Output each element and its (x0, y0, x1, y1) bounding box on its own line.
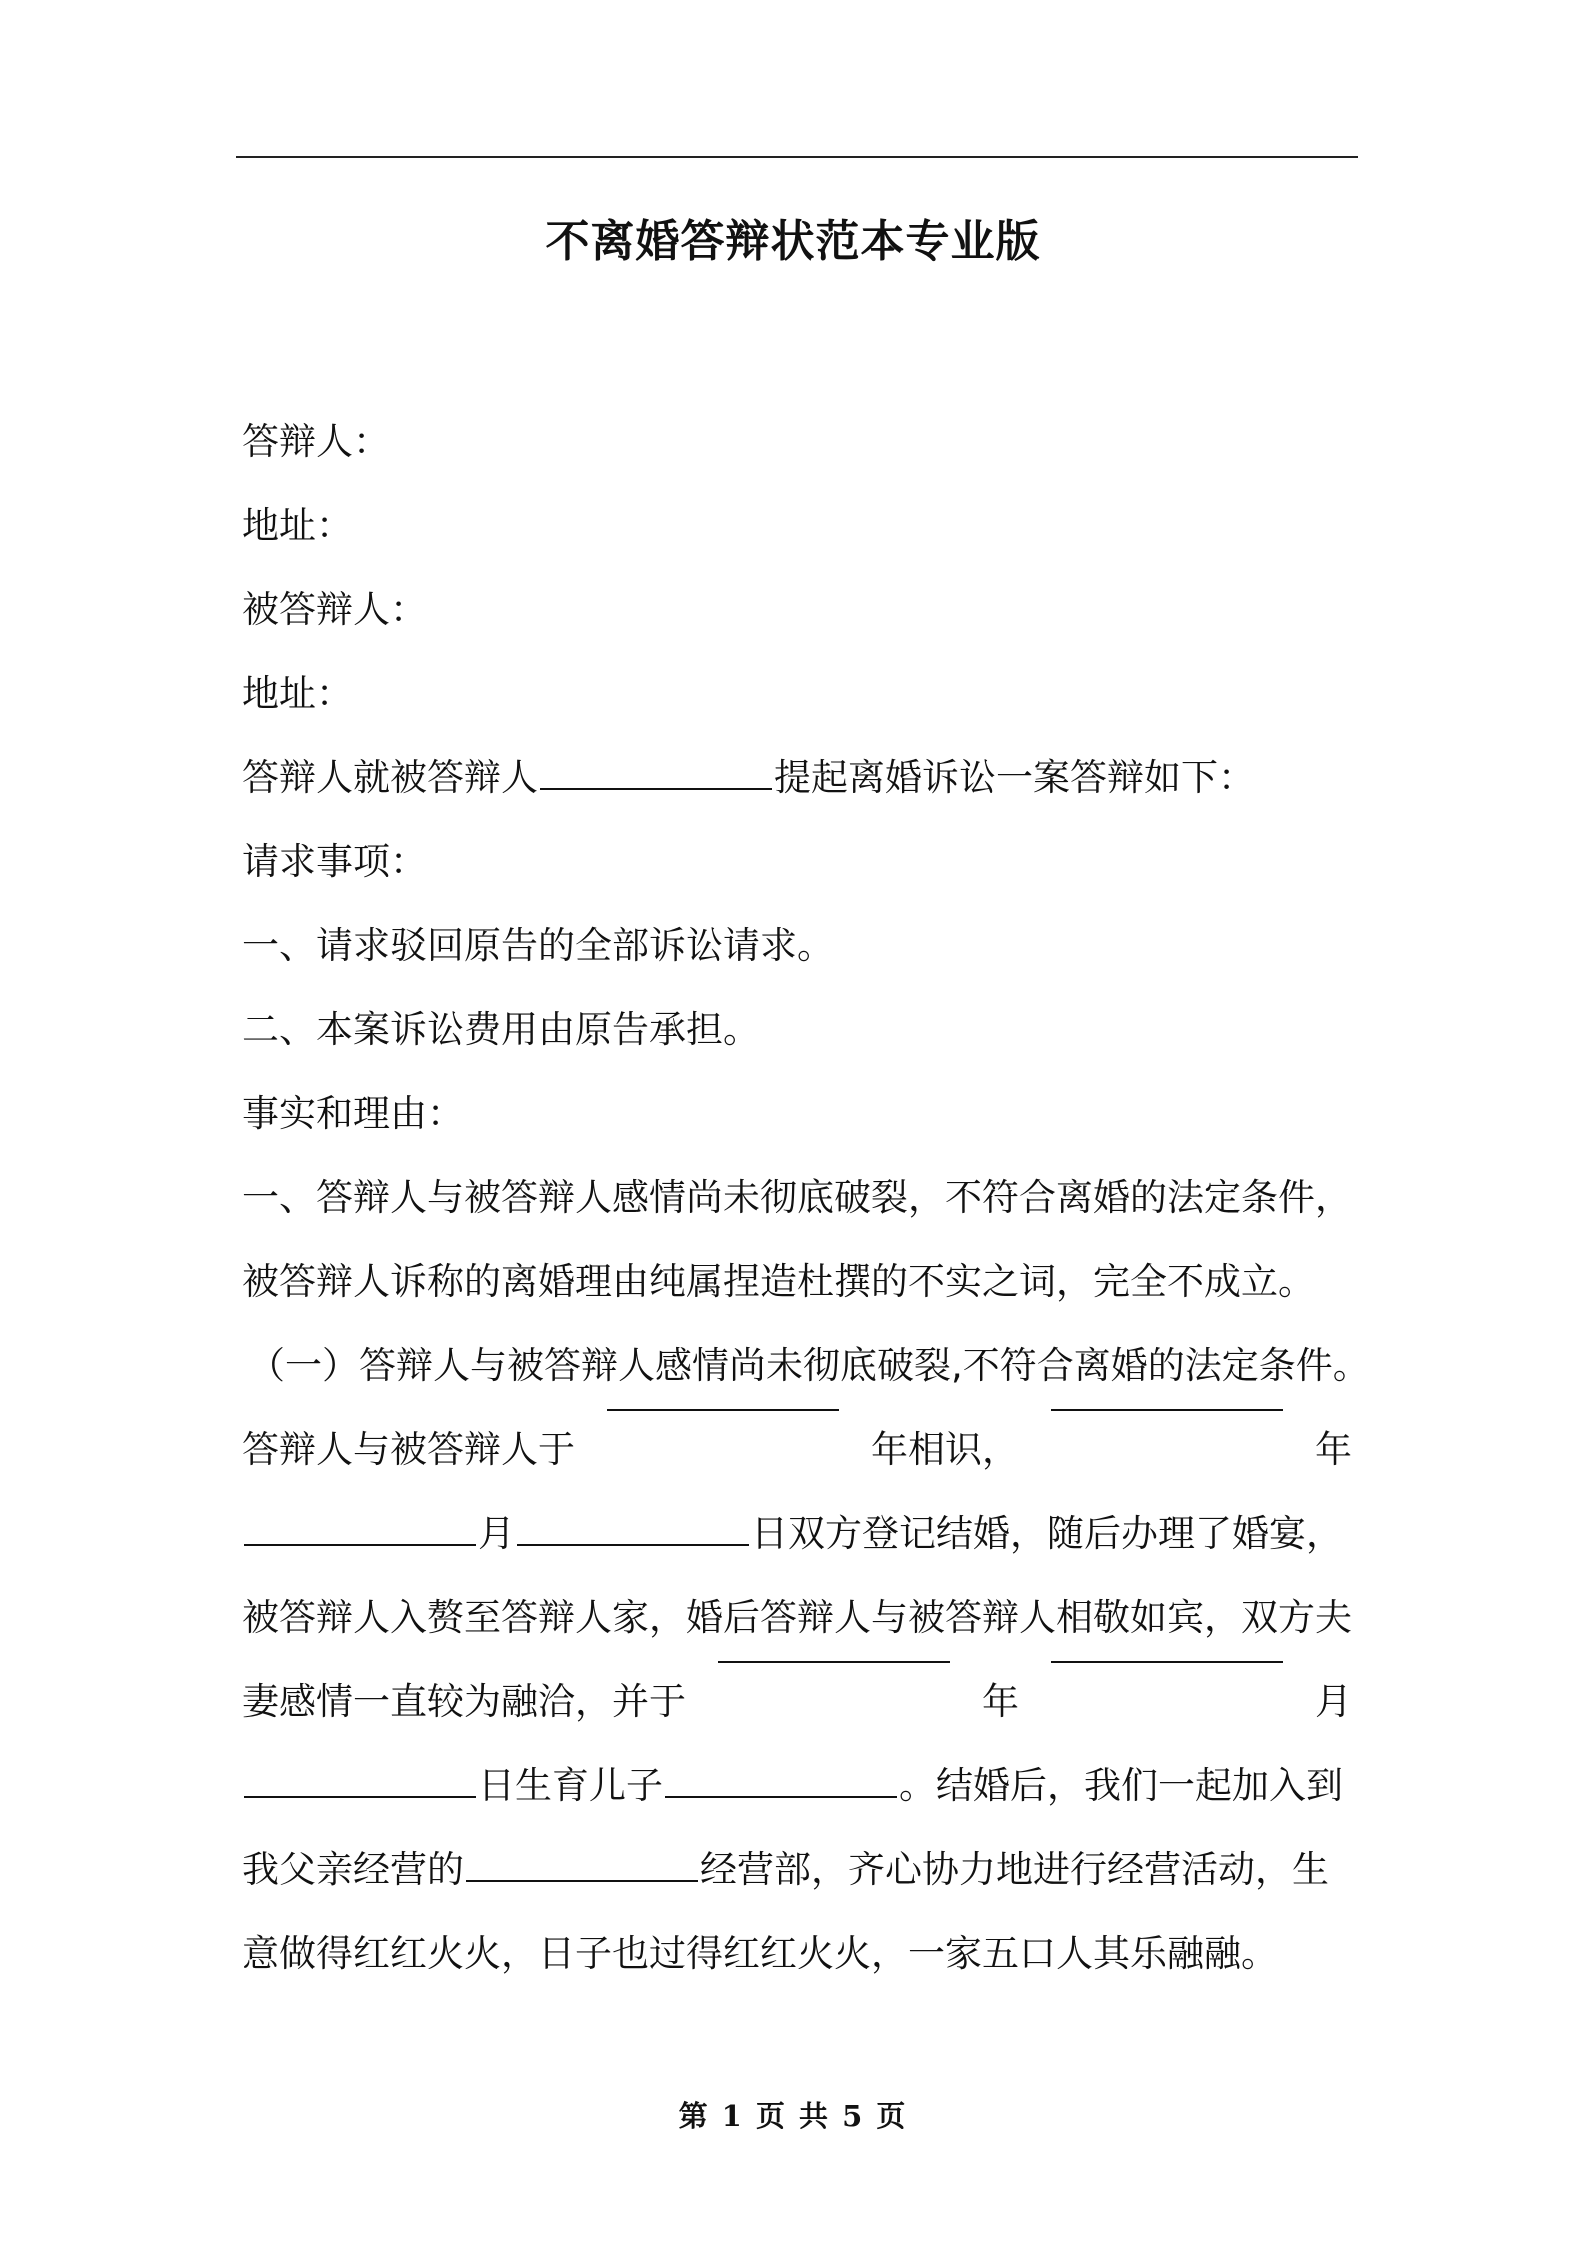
text-segment: 月 (478, 1512, 515, 1555)
text-segment: 答辩人与被答辩人于 (242, 1428, 575, 1471)
blank-day (517, 1543, 749, 1546)
text-segment: 我父亲经营的 (242, 1848, 464, 1891)
requests-heading: 请求事项： (242, 840, 427, 883)
text-segment: 日双方登记结婚，随后办理了婚宴， (751, 1512, 1343, 1555)
blank-year (718, 1660, 950, 1663)
document-body (242, 400, 1370, 1996)
respondent-address-field: 地址： (242, 504, 353, 547)
blank-month (1051, 1660, 1283, 1663)
page-number: 第 1 页 共 5 页 (678, 2099, 908, 2133)
plaintiff-address-field: 地址： (242, 672, 353, 715)
paragraph-1-line-1: 一、答辩人与被答辩人感情尚未彻底破裂，不符合离婚的法定条件， (242, 1176, 1352, 1219)
plaintiff-field: 被答辩人： (242, 588, 427, 631)
intro-before: 答辩人就被答辩人 (242, 756, 538, 799)
blank-plaintiff-name (540, 787, 772, 790)
blank-month (244, 1543, 476, 1546)
text-segment: 月 (1315, 1680, 1352, 1723)
text-segment: 妻感情一直较为融洽，并于 (242, 1680, 686, 1723)
text-segment: 日生育儿子 (478, 1764, 663, 1807)
request-item-2: 二、本案诉讼费用由原告承担。 (242, 1008, 760, 1051)
text-segment: 年 (1315, 1428, 1352, 1471)
paragraph-2-line-8: 意做得红红火火，日子也过得红红火火，一家五口人其乐融融。 (242, 1932, 1278, 1975)
blank-business-name (466, 1879, 698, 1882)
paragraph-2-line-1: （一）答辩人与被答辩人感情尚未彻底破裂,不符合离婚的法定条件。 (248, 1344, 1370, 1387)
paragraph-2-line-4: 被答辩人入赘至答辩人家，婚后答辩人与被答辩人相敬如宾，双方夫 (242, 1596, 1352, 1639)
text-segment: 年 (982, 1680, 1019, 1723)
text-segment: 年相识， (871, 1428, 1019, 1471)
intro-after: 提起离婚诉讼一案答辩如下： (774, 756, 1255, 799)
request-item-1: 一、请求驳回原告的全部诉讼请求。 (242, 924, 834, 967)
blank-day (244, 1795, 476, 1798)
respondent-field: 答辩人： (242, 420, 390, 463)
blank-year (607, 1408, 839, 1411)
text-segment: 。结婚后，我们一起加入到 (899, 1764, 1343, 1807)
facts-heading: 事实和理由： (242, 1092, 464, 1135)
paragraph-2-line-3 (242, 1492, 1352, 1576)
blank-year (1051, 1408, 1283, 1411)
blank-son-name (665, 1795, 897, 1798)
paragraph-2-line-5 (242, 1660, 1352, 1744)
document-title: 不离婚答辩状范本专业版 (545, 216, 1041, 267)
paragraph-1-line-2: 被答辩人诉称的离婚理由纯属捏造杜撰的不实之词，完全不成立。 (242, 1260, 1315, 1303)
header-rule (236, 156, 1358, 158)
paragraph-2-line-7 (242, 1828, 1352, 1912)
text-segment: 经营部，齐心协力地进行经营活动，生 (700, 1848, 1329, 1891)
paragraph-2-line-6 (242, 1744, 1352, 1828)
paragraph-2-line-2 (242, 1408, 1352, 1492)
intro-line (242, 736, 1352, 820)
